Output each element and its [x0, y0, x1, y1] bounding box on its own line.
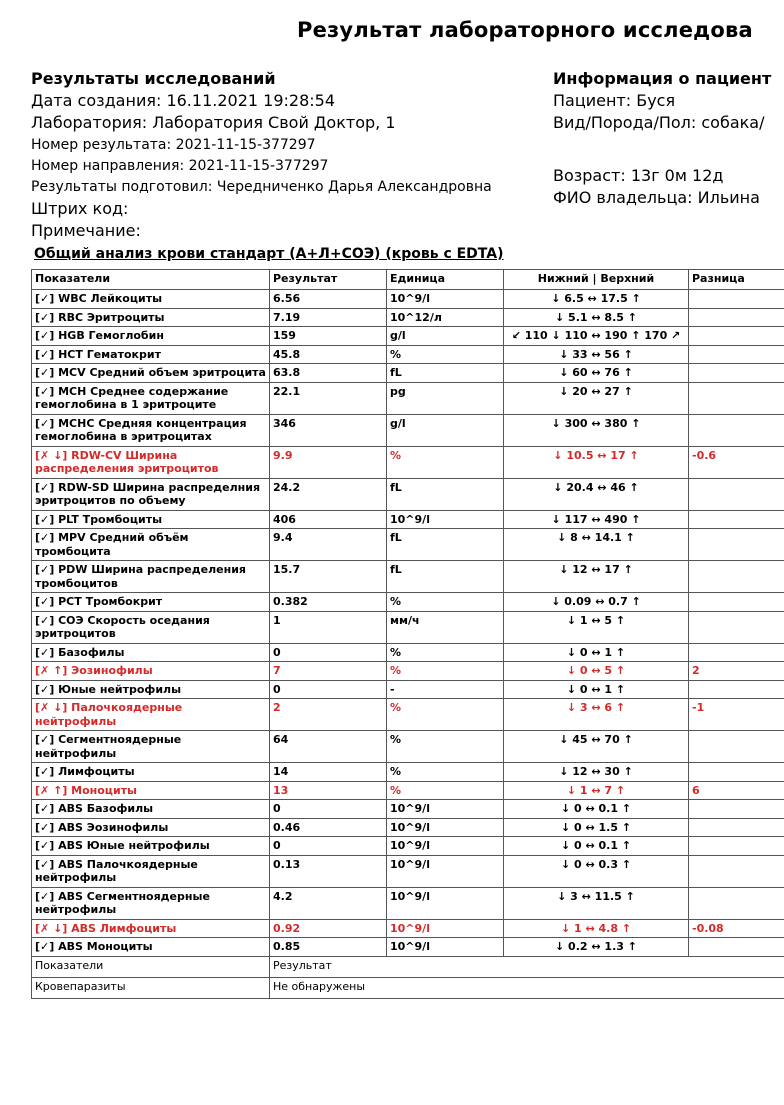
difference-cell: 2: [689, 662, 784, 681]
difference-cell: [689, 290, 784, 309]
range-cell: ↙ 110 ↓ 110 ↔ 190 ↑ 170 ↗: [504, 327, 689, 346]
unit-cell: 10^9/l: [387, 938, 504, 957]
indicator-cell: [✓] HCT Гематокрит: [32, 345, 270, 364]
range-cell: ↓ 0 ↔ 1 ↑: [504, 680, 689, 699]
result-cell: 13: [270, 781, 387, 800]
result-cell: 64: [270, 731, 387, 763]
indicator-cell: [✓] Юные нейтрофилы: [32, 680, 270, 699]
indicator-cell: [✓] MCHC Средняя концентрация гемоглобина в эритроцитах: [32, 414, 270, 446]
indicator-cell: [✓] MPV Средний объём тромбоцита: [32, 529, 270, 561]
unit-cell: %: [387, 593, 504, 612]
unit-cell: fL: [387, 478, 504, 510]
result-cell: 0.92: [270, 919, 387, 938]
indicator-cell: [✓] ABS Юные нейтрофилы: [32, 837, 270, 856]
result-cell: 7.19: [270, 308, 387, 327]
result-cell: 0: [270, 837, 387, 856]
result-cell: 45.8: [270, 345, 387, 364]
barcode-label: Штрих код:: [31, 199, 129, 218]
range-cell: ↓ 1 ↔ 4.8 ↑: [504, 919, 689, 938]
result-cell: 15.7: [270, 561, 387, 593]
unit-cell: 10^9/l: [387, 818, 504, 837]
result-cell: 4.2: [270, 887, 387, 919]
section-title: Общий анализ крови стандарт (А+Л+СОЭ) (кровь с EDTA): [34, 246, 504, 262]
table-row: [32, 938, 784, 957]
result-cell: 14: [270, 763, 387, 782]
table-row: [32, 611, 784, 643]
table-row: [32, 818, 784, 837]
table-row: [32, 478, 784, 510]
patient-info: [553, 68, 784, 209]
indicator-cell: [✓] ABS Моноциты: [32, 938, 270, 957]
range-cell: ↓ 6.5 ↔ 17.5 ↑: [504, 290, 689, 309]
result-cell: 0.46: [270, 818, 387, 837]
table-row: [32, 919, 784, 938]
range-cell: ↓ 5.1 ↔ 8.5 ↑: [504, 308, 689, 327]
unit-cell: fL: [387, 561, 504, 593]
range-cell: ↓ 117 ↔ 490 ↑: [504, 510, 689, 529]
indicator-cell: [✓] Лимфоциты: [32, 763, 270, 782]
unit-cell: %: [387, 446, 504, 478]
unit-cell: %: [387, 643, 504, 662]
footer-label: Кровепаразиты: [32, 977, 270, 998]
footer-value: Результат: [270, 956, 784, 977]
unit-cell: %: [387, 731, 504, 763]
indicator-cell: [✓] СОЭ Скорость оседания эритроцитов: [32, 611, 270, 643]
table-row: [32, 446, 784, 478]
result-cell: 7: [270, 662, 387, 681]
table-row: [32, 382, 784, 414]
indicator-cell: [✓] PDW Ширина распределения тромбоцитов: [32, 561, 270, 593]
range-cell: ↓ 0 ↔ 0.1 ↑: [504, 837, 689, 856]
laboratory: Лаборатория: Лаборатория Свой Доктор, 1: [31, 113, 396, 132]
range-cell: ↓ 20.4 ↔ 46 ↑: [504, 478, 689, 510]
difference-cell: [689, 763, 784, 782]
range-cell: ↓ 8 ↔ 14.1 ↑: [504, 529, 689, 561]
result-cell: 6.56: [270, 290, 387, 309]
unit-cell: %: [387, 763, 504, 782]
table-row: [32, 364, 784, 383]
patient-species: Вид/Порода/Пол: собака/: [553, 113, 765, 132]
difference-cell: [689, 364, 784, 383]
unit-cell: 10^9/l: [387, 837, 504, 856]
table-row: [32, 837, 784, 856]
table-row: [32, 561, 784, 593]
unit-cell: мм/ч: [387, 611, 504, 643]
indicator-cell: [✗ ↑] Моноциты: [32, 781, 270, 800]
results-table: [31, 269, 784, 999]
range-cell: ↓ 20 ↔ 27 ↑: [504, 382, 689, 414]
table-row: [32, 781, 784, 800]
range-cell: ↓ 0 ↔ 0.3 ↑: [504, 855, 689, 887]
indicator-cell: [✗ ↑] Эозинофилы: [32, 662, 270, 681]
unit-cell: 10^9/l: [387, 800, 504, 819]
indicator-cell: [✓] PCT Тромбокрит: [32, 593, 270, 612]
table-row: [32, 800, 784, 819]
table-row: [32, 327, 784, 346]
difference-cell: [689, 680, 784, 699]
range-cell: ↓ 0 ↔ 5 ↑: [504, 662, 689, 681]
difference-cell: [689, 887, 784, 919]
difference-cell: [689, 611, 784, 643]
table-row: [32, 643, 784, 662]
result-cell: 2: [270, 699, 387, 731]
footer-value: Не обнаружены: [270, 977, 784, 998]
prepared-by: Результаты подготовил: Чередниченко Дарья Александровна: [31, 179, 492, 195]
result-cell: 63.8: [270, 364, 387, 383]
difference-cell: [689, 478, 784, 510]
difference-cell: [689, 938, 784, 957]
patient-age: Возраст: 13г 0м 12д: [553, 166, 724, 185]
patient-heading: Информация о пациент: [553, 69, 772, 88]
difference-cell: [689, 561, 784, 593]
result-cell: 0.85: [270, 938, 387, 957]
indicator-cell: [✓] ABS Эозинофилы: [32, 818, 270, 837]
table-row: [32, 529, 784, 561]
note-label: Примечание:: [31, 221, 141, 240]
result-cell: 24.2: [270, 478, 387, 510]
difference-cell: [689, 327, 784, 346]
range-cell: ↓ 60 ↔ 76 ↑: [504, 364, 689, 383]
indicator-cell: [✓] RDW-SD Ширина распределния эритроцитов по объему: [32, 478, 270, 510]
result-cell: 22.1: [270, 382, 387, 414]
table-row: [32, 308, 784, 327]
header-unit: Единица: [387, 270, 504, 290]
header-range: Нижний | Верхний: [504, 270, 689, 290]
indicator-cell: [✓] ABS Палочкоядерные нейтрофилы: [32, 855, 270, 887]
indicator-cell: [✗ ↓] Палочкоядерные нейтрофилы: [32, 699, 270, 731]
result-cell: 159: [270, 327, 387, 346]
difference-cell: 6: [689, 781, 784, 800]
result-cell: 9.4: [270, 529, 387, 561]
unit-cell: 10^9/l: [387, 510, 504, 529]
range-cell: ↓ 1 ↔ 7 ↑: [504, 781, 689, 800]
range-cell: ↓ 33 ↔ 56 ↑: [504, 345, 689, 364]
indicator-cell: [✓] MCV Средний объем эритроцита: [32, 364, 270, 383]
difference-cell: [689, 308, 784, 327]
indicator-cell: [✓] ABS Базофилы: [32, 800, 270, 819]
range-cell: ↓ 3 ↔ 6 ↑: [504, 699, 689, 731]
result-cell: 0: [270, 680, 387, 699]
range-cell: ↓ 0 ↔ 1.5 ↑: [504, 818, 689, 837]
difference-cell: [689, 643, 784, 662]
unit-cell: 10^9/l: [387, 887, 504, 919]
results-heading: Результаты исследований: [31, 69, 276, 88]
header-indicator: Показатели: [32, 270, 270, 290]
range-cell: ↓ 3 ↔ 11.5 ↑: [504, 887, 689, 919]
difference-cell: [689, 382, 784, 414]
range-cell: ↓ 0 ↔ 0.1 ↑: [504, 800, 689, 819]
owner-name: ФИО владельца: Ильина: [553, 188, 760, 207]
difference-cell: -0.6: [689, 446, 784, 478]
footer-row: [32, 956, 784, 977]
range-cell: ↓ 45 ↔ 70 ↑: [504, 731, 689, 763]
difference-cell: [689, 855, 784, 887]
result-cell: 0: [270, 800, 387, 819]
results-info: [31, 68, 551, 242]
table-row: [32, 699, 784, 731]
footer-row: [32, 977, 784, 998]
range-cell: ↓ 12 ↔ 30 ↑: [504, 763, 689, 782]
header-difference: Разница: [689, 270, 784, 290]
difference-cell: [689, 800, 784, 819]
indicator-cell: [✓] MCH Среднее содержание гемоглобина в 1 эритроците: [32, 382, 270, 414]
table-row: [32, 414, 784, 446]
table-row: [32, 731, 784, 763]
table-row: [32, 345, 784, 364]
range-cell: ↓ 12 ↔ 17 ↑: [504, 561, 689, 593]
unit-cell: 10^9/l: [387, 855, 504, 887]
table-header-row: [32, 270, 784, 290]
difference-cell: [689, 731, 784, 763]
unit-cell: %: [387, 662, 504, 681]
table-row: [32, 510, 784, 529]
unit-cell: %: [387, 781, 504, 800]
result-cell: 0.382: [270, 593, 387, 612]
difference-cell: [689, 510, 784, 529]
difference-cell: [689, 529, 784, 561]
unit-cell: %: [387, 699, 504, 731]
indicator-cell: [✓] RBC Эритроциты: [32, 308, 270, 327]
difference-cell: [689, 593, 784, 612]
created-date: Дата создания: 16.11.2021 19:28:54: [31, 91, 335, 110]
difference-cell: [689, 345, 784, 364]
indicator-cell: [✗ ↓] RDW-CV Ширина распределения эритроцитов: [32, 446, 270, 478]
unit-cell: g/l: [387, 327, 504, 346]
result-cell: 346: [270, 414, 387, 446]
indicator-cell: [✓] Сегментноядерные нейтрофилы: [32, 731, 270, 763]
indicator-cell: [✓] HGB Гемоглобин: [32, 327, 270, 346]
result-number: Номер результата: 2021-11-15-377297: [31, 137, 316, 153]
header-result: Результат: [270, 270, 387, 290]
unit-cell: fL: [387, 364, 504, 383]
difference-cell: [689, 818, 784, 837]
table-row: [32, 887, 784, 919]
indicator-cell: [✓] Базофилы: [32, 643, 270, 662]
difference-cell: -1: [689, 699, 784, 731]
range-cell: ↓ 1 ↔ 5 ↑: [504, 611, 689, 643]
indicator-cell: [✗ ↓] ABS Лимфоциты: [32, 919, 270, 938]
unit-cell: -: [387, 680, 504, 699]
unit-cell: pg: [387, 382, 504, 414]
range-cell: ↓ 0.09 ↔ 0.7 ↑: [504, 593, 689, 612]
table-row: [32, 855, 784, 887]
result-cell: 406: [270, 510, 387, 529]
table-row: [32, 680, 784, 699]
table-row: [32, 290, 784, 309]
range-cell: ↓ 0.2 ↔ 1.3 ↑: [504, 938, 689, 957]
indicator-cell: [✓] ABS Сегментноядерные нейтрофилы: [32, 887, 270, 919]
unit-cell: 10^9/l: [387, 919, 504, 938]
unit-cell: 10^9/l: [387, 290, 504, 309]
difference-cell: -0.08: [689, 919, 784, 938]
table-row: [32, 662, 784, 681]
indicator-cell: [✓] PLT Тромбоциты: [32, 510, 270, 529]
referral-number: Номер направления: 2021-11-15-377297: [31, 158, 329, 174]
range-cell: ↓ 0 ↔ 1 ↑: [504, 643, 689, 662]
page-title: Результат лабораторного исследова: [297, 18, 753, 42]
unit-cell: g/l: [387, 414, 504, 446]
result-cell: 1: [270, 611, 387, 643]
result-cell: 0: [270, 643, 387, 662]
difference-cell: [689, 414, 784, 446]
range-cell: ↓ 10.5 ↔ 17 ↑: [504, 446, 689, 478]
unit-cell: 10^12/л: [387, 308, 504, 327]
range-cell: ↓ 300 ↔ 380 ↑: [504, 414, 689, 446]
unit-cell: fL: [387, 529, 504, 561]
result-cell: 0.13: [270, 855, 387, 887]
table-row: [32, 593, 784, 612]
result-cell: 9.9: [270, 446, 387, 478]
footer-label: Показатели: [32, 956, 270, 977]
unit-cell: %: [387, 345, 504, 364]
patient-name: Пациент: Буся: [553, 91, 676, 110]
table-row: [32, 763, 784, 782]
difference-cell: [689, 837, 784, 856]
indicator-cell: [✓] WBC Лейкоциты: [32, 290, 270, 309]
